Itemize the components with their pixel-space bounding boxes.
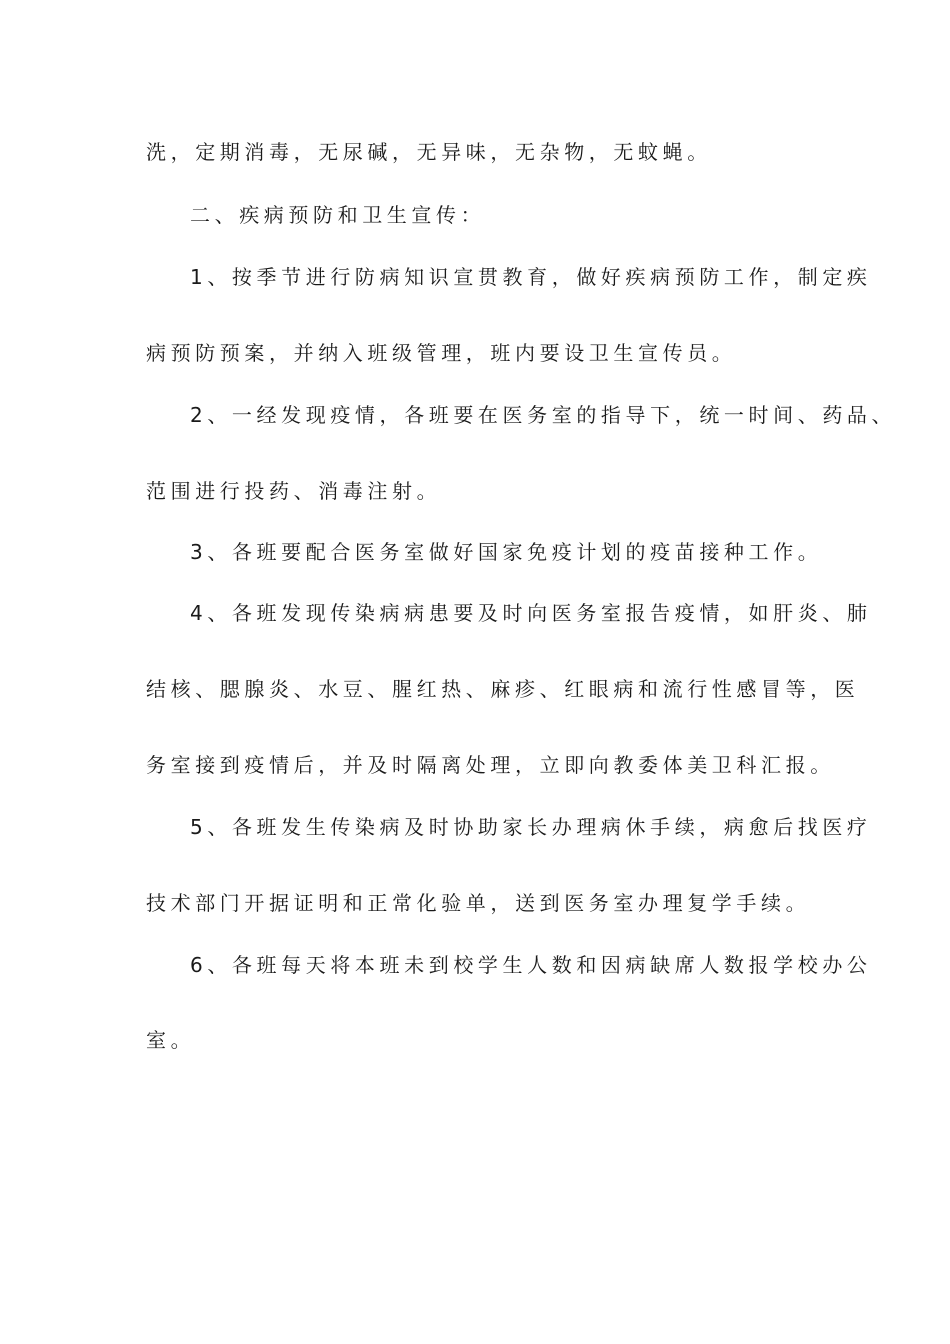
text-line-11: 5、各班发生传染病及时协助家长办理病休手续，病愈后找医疗	[190, 815, 872, 839]
text-line-3: 1、按季节进行防病知识宣贯教育，做好疾病预防工作，制定疾	[190, 265, 872, 289]
text-line-6: 范围进行投药、消毒注射。	[146, 479, 442, 503]
text-line-10: 务室接到疫情后，并及时隔离处理，立即向教委体美卫科汇报。	[146, 753, 835, 777]
text-line-14: 室。	[146, 1028, 196, 1052]
text-line-4: 病预防预案，并纳入班级管理，班内要设卫生宣传员。	[146, 341, 737, 365]
text-line-5: 2、一经发现疫情，各班要在医务室的指导下，统一时间、药品、	[190, 403, 897, 427]
text-line-13: 6、各班每天将本班未到校学生人数和因病缺席人数报学校办公	[190, 953, 872, 977]
text-line-8: 4、各班发现传染病病患要及时向医务室报告疫情，如肝炎、肺	[190, 601, 872, 625]
section-heading: 二、疾病预防和卫生宣传：	[190, 203, 486, 227]
text-line-1: 洗，定期消毒，无尿碱，无异味，无杂物，无蚊蝇。	[146, 140, 712, 164]
text-line-12: 技术部门开据证明和正常化验单，送到医务室办理复学手续。	[146, 891, 811, 915]
text-line-7: 3、各班要配合医务室做好国家免疫计划的疫苗接种工作。	[190, 540, 823, 564]
text-line-9: 结核、腮腺炎、水豆、腥红热、麻疹、红眼病和流行性感冒等，医	[146, 677, 860, 701]
